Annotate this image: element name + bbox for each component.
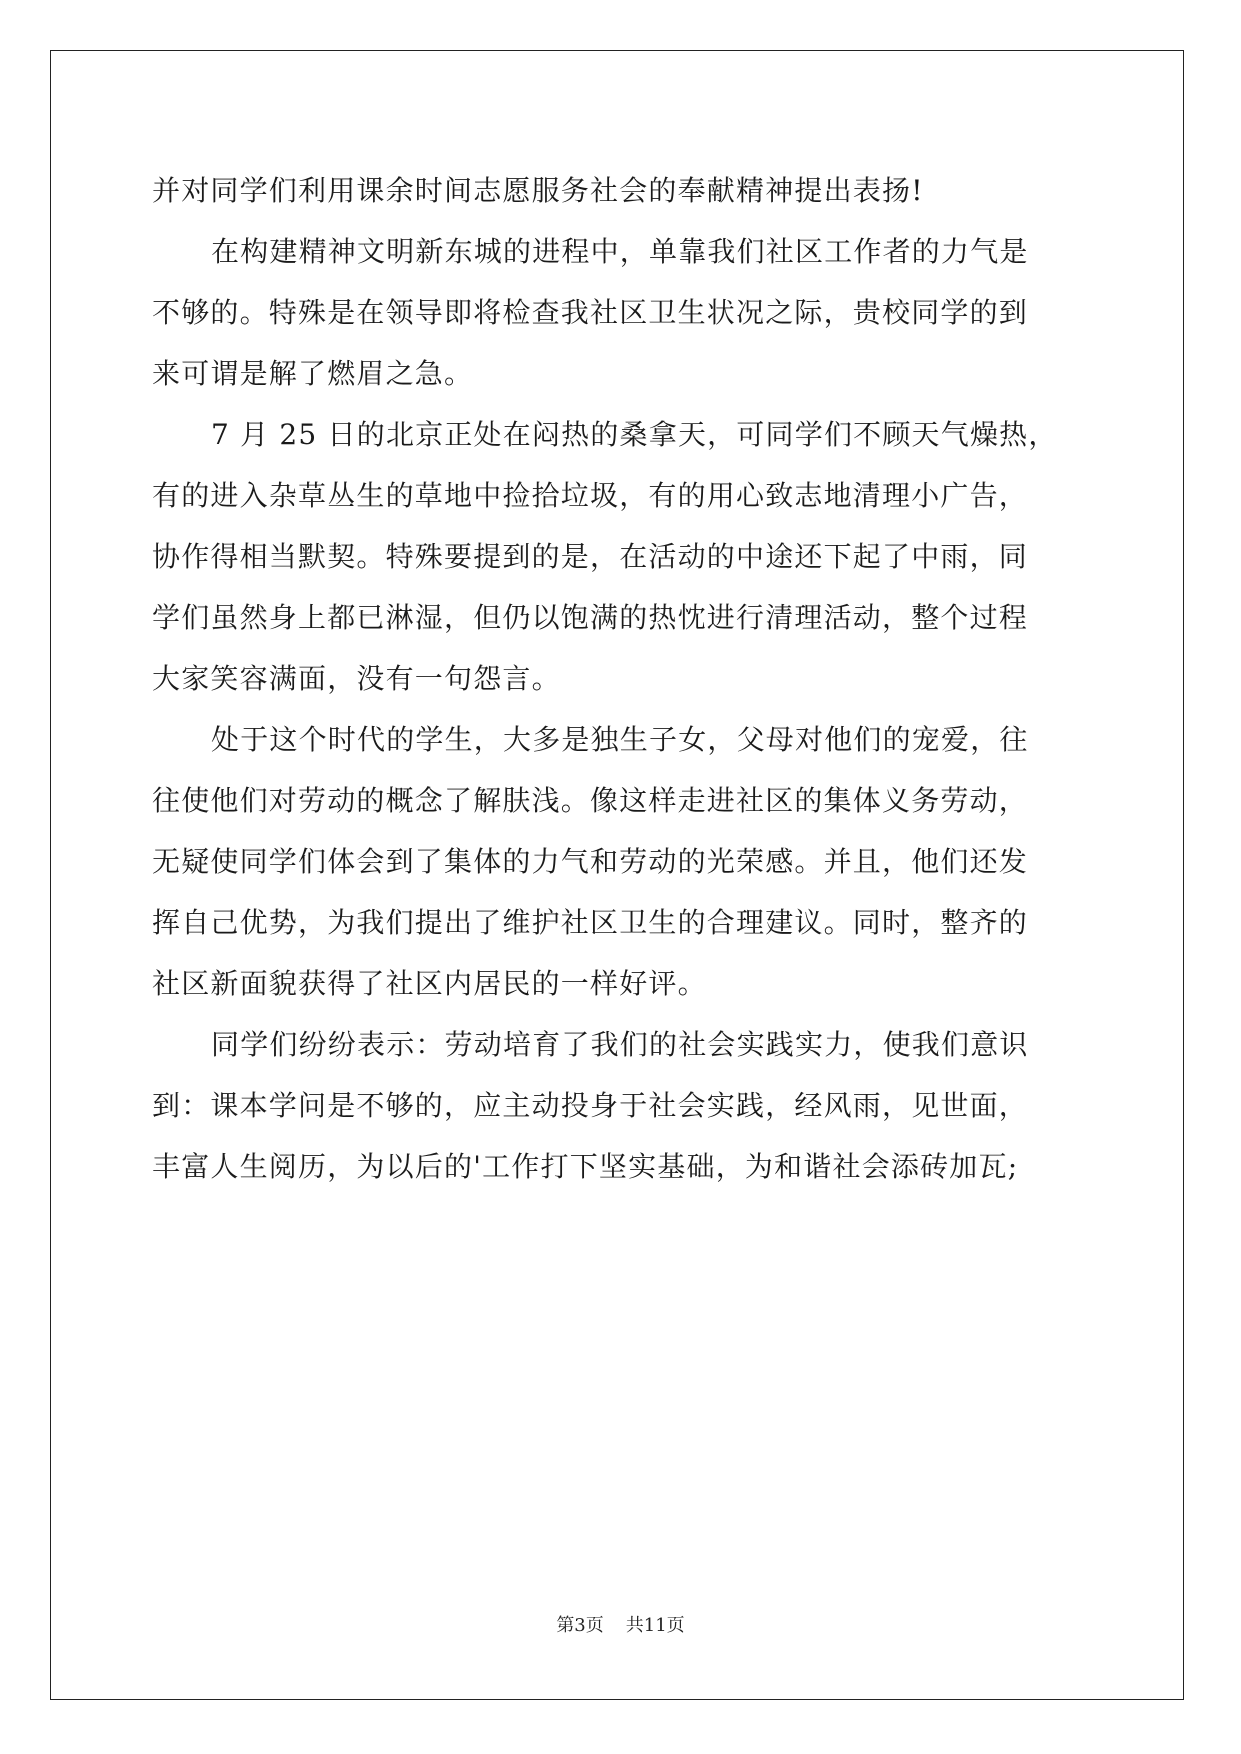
text-line: 丰富人生阅历，为以后的'工作打下坚实基础，为和谐社会添砖加瓦; — [152, 1150, 1019, 1183]
text-line: 学们虽然身上都已淋湿，但仍以饱满的热忱进行清理活动，整个过程 — [152, 601, 1029, 634]
page-number: 第3页 — [556, 1615, 604, 1636]
page-total: 共11页 — [625, 1615, 685, 1636]
document-body — [152, 160, 1092, 1197]
text-line: 来可谓是解了燃眉之急。 — [152, 357, 474, 390]
text-line: 挥自己优势，为我们提出了维护社区卫生的合理建议。同时，整齐的 — [152, 906, 1029, 939]
text-line: 到：课本学问是不够的，应主动投身于社会实践，经风雨，见世面， — [152, 1089, 1029, 1122]
text-line: 7 月 25 日的北京正处在闷热的桑拿天，可同学们不顾天气燥热， — [211, 418, 1058, 451]
text-line: 社区新面貌获得了社区内居民的一样好评。 — [152, 967, 707, 1000]
text-line: 无疑使同学们体会到了集体的力气和劳动的光荣感。并且，他们还发 — [152, 845, 1029, 878]
text-line: 有的进入杂草丛生的草地中捡拾垃圾，有的用心致志地清理小广告， — [152, 479, 1029, 512]
text-line: 不够的。特殊是在领导即将检查我社区卫生状况之际，贵校同学的到 — [152, 296, 1029, 329]
page-footer — [0, 1614, 1241, 1638]
text-line: 协作得相当默契。特殊要提到的是，在活动的中途还下起了中雨，同 — [152, 540, 1029, 573]
text-line: 往使他们对劳动的概念了解肤浅。像这样走进社区的集体义务劳动， — [152, 784, 1029, 817]
text-line: 大家笑容满面，没有一句怨言。 — [152, 662, 561, 695]
text-line: 在构建精神文明新东城的进程中，单靠我们社区工作者的力气是 — [211, 235, 1029, 268]
text-line: 处于这个时代的学生，大多是独生子女，父母对他们的宠爱，往 — [211, 723, 1029, 756]
text-line: 并对同学们利用课余时间志愿服务社会的奉献精神提出表扬! — [152, 174, 924, 207]
text-line: 同学们纷纷表示：劳动培育了我们的社会实践实力，使我们意识 — [211, 1028, 1029, 1061]
